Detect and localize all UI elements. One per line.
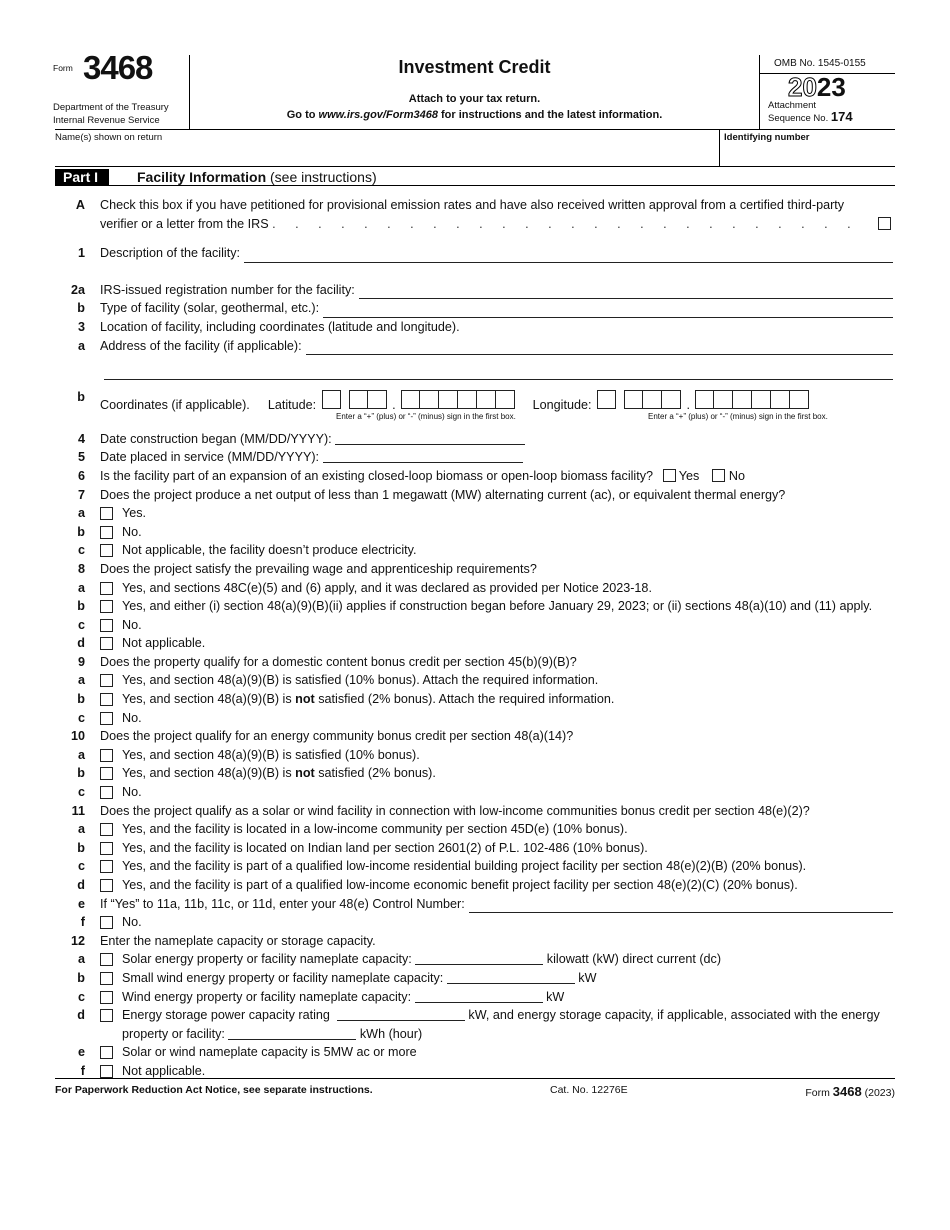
line-text: Is the facility part of an expansion of an existing closed-loop biomass or open-loop biomass facility?	[100, 468, 657, 483]
line-text: kW	[542, 989, 565, 1004]
checkbox[interactable]	[100, 953, 113, 966]
line-number: b	[77, 301, 85, 316]
form-line-9	[55, 653, 895, 672]
line-number: f	[80, 915, 85, 930]
line-number: b	[77, 970, 85, 985]
line-number: A	[75, 198, 85, 212]
form-line-8b	[55, 597, 895, 616]
identifying-number-label: Identifying number	[724, 132, 810, 143]
coordinates-label: Coordinates (if applicable).	[100, 397, 250, 412]
agency	[53, 101, 169, 127]
form-3468	[53, 49, 895, 1081]
line-text: Yes, and section 48(a)(9)(B) is	[122, 692, 296, 707]
longitude-hint: Enter a “+” (plus) or “-” (minus) sign in the first box.	[648, 411, 828, 421]
form-line-3a2	[55, 361, 895, 380]
form-line-11	[55, 802, 895, 821]
latitude-digit-box[interactable]	[496, 390, 515, 409]
line-text: No	[725, 468, 745, 483]
part-label: Part I	[55, 169, 109, 186]
line-number: 6	[77, 468, 85, 483]
longitude-digit-box[interactable]	[714, 390, 733, 409]
line-text: Not applicable.	[122, 1063, 206, 1078]
line-text-bold: not	[295, 766, 315, 781]
sequence-number: 174	[830, 109, 853, 124]
decimal-point: .	[392, 397, 396, 412]
latitude-digit-box[interactable]	[439, 390, 458, 409]
dot-leader: . . . . . . . . . . . . . . . . . . . . . . . . . .	[272, 216, 859, 231]
line-number: b	[77, 766, 85, 781]
line-text: Type of facility (solar, geothermal, etc.):	[100, 301, 320, 316]
longitude-digit-box[interactable]	[771, 390, 790, 409]
longitude-digit-box[interactable]	[624, 390, 643, 409]
checkbox[interactable]	[100, 786, 113, 799]
checkbox[interactable]	[100, 619, 113, 632]
line-number: 9	[77, 654, 85, 669]
form-line-12e	[55, 1043, 895, 1062]
checkbox[interactable]	[100, 1046, 113, 1059]
line-text: Yes	[675, 468, 707, 483]
form-line-11d	[55, 876, 895, 895]
latitude-digit-box[interactable]	[458, 390, 477, 409]
irs: Internal Revenue Service	[53, 115, 160, 126]
checkbox[interactable]	[100, 526, 113, 539]
line-number: a	[77, 952, 85, 967]
line-text: kilowatt (kW) direct current (dc)	[543, 952, 722, 967]
longitude-digit-box[interactable]	[752, 390, 771, 409]
line-text: Address of the facility (if applicable):	[100, 338, 302, 353]
checkbox[interactable]	[100, 879, 113, 892]
latitude-digit-box[interactable]	[477, 390, 496, 409]
longitude-digit-box[interactable]	[643, 390, 662, 409]
line-number: a	[77, 506, 85, 521]
line-number: 5	[77, 450, 85, 465]
sequence-label: Sequence No.	[768, 113, 829, 124]
form-line-5	[55, 448, 895, 467]
form-line-9a	[55, 671, 895, 690]
checkbox[interactable]	[663, 469, 676, 482]
line-number: d	[77, 1008, 85, 1023]
line-text: Does the property qualify for a domestic content bonus credit per section 45(b)(9)(B)?	[100, 654, 577, 669]
line-text: Enter the nameplate capacity or storage capacity.	[100, 933, 376, 948]
checkbox[interactable]	[100, 972, 113, 985]
line-text: Does the project qualify as a solar or wind facility in connection with low-income communities bonus credit per section 48(e)(2)?	[100, 803, 810, 818]
line-text: satisfied (2% bonus).	[314, 766, 436, 781]
line-number: c	[77, 710, 85, 725]
form-header	[53, 49, 895, 130]
line-text: Does the project qualify for an energy community bonus credit per section 48(a)(14)?	[100, 729, 574, 744]
entry-field[interactable]	[323, 450, 523, 463]
line-number: 12	[70, 933, 85, 948]
form-line-7b	[55, 523, 895, 542]
line-text: Not applicable, the facility doesn’t produce electricity.	[122, 543, 417, 558]
form-line-12c	[55, 988, 895, 1007]
line-number: 11	[71, 803, 85, 818]
entry-field[interactable]	[104, 367, 893, 380]
line-number: b	[77, 389, 85, 404]
longitude-group	[695, 390, 809, 409]
checkbox[interactable]	[100, 916, 113, 929]
tax-year	[788, 74, 895, 100]
name-row	[55, 130, 895, 167]
coordinates-row	[55, 390, 895, 430]
entry-field[interactable]	[323, 305, 893, 318]
longitude-digit-box[interactable]	[597, 390, 616, 409]
checkbox[interactable]	[100, 712, 113, 725]
form-line-12d	[55, 1006, 895, 1043]
line-text: No.	[122, 785, 142, 800]
line-number: c	[77, 617, 85, 632]
form-line-7c	[55, 541, 895, 560]
line-text: Yes, and the facility is part of a qualified low-income economic benefit project facility per section 48(e)(2)(C) (20% bonus).	[122, 878, 798, 892]
entry-field[interactable]	[228, 1027, 356, 1040]
latitude-digit-box[interactable]	[420, 390, 439, 409]
form-line-1	[55, 244, 895, 263]
form-line-11e	[55, 895, 895, 914]
line-number: 3	[77, 319, 85, 334]
entry-field[interactable]	[337, 1008, 465, 1021]
form-line-11f	[55, 913, 895, 932]
line-text: No.	[122, 915, 142, 930]
line-text: Does the project produce a net output of less than 1 megawatt (MW) alternating current (ac), or equivalent thermal energy?	[100, 487, 786, 502]
form-line-8c	[55, 616, 895, 635]
longitude-group	[624, 390, 681, 409]
footer-form-id	[770, 1084, 895, 1099]
line-number: 2a	[70, 282, 85, 297]
form-line-10b	[55, 764, 895, 783]
line-text: Yes, and sections 48C(e)(5) and (6) apply, and it was declared as provided per Notice 2023-18.	[122, 580, 652, 595]
entry-field[interactable]	[244, 250, 893, 263]
checkbox[interactable]	[100, 767, 113, 780]
part-title-wrap	[137, 169, 377, 185]
line-text: Check this box if you have petitioned for provisional emission rates and have also received written approval from a certified third-party verifier or a letter from the IRS	[100, 198, 848, 231]
line-text-bold: not	[295, 692, 315, 707]
form-line-2b	[55, 299, 895, 318]
line-number: a	[77, 580, 85, 595]
line-text: kWh (hour)	[356, 1026, 423, 1041]
line-number: 10	[70, 729, 85, 744]
line-text: Energy storage power capacity rating	[122, 1008, 337, 1023]
form-line-8a	[55, 579, 895, 598]
form-line-3a	[55, 337, 895, 356]
line-number: 8	[77, 561, 85, 576]
goto-post: for instructions and the latest information.	[437, 109, 663, 121]
form-line-10a	[55, 746, 895, 765]
latitude-group	[401, 390, 515, 409]
checkbox[interactable]	[100, 693, 113, 706]
form-footer	[55, 1078, 895, 1099]
line-text: Yes, and section 48(a)(9)(B) is satisfied (10% bonus). Attach the required information.	[122, 673, 599, 688]
line-text: kW	[574, 970, 597, 985]
form-word: Form	[53, 63, 73, 73]
form-line-8	[55, 560, 895, 579]
checkbox[interactable]	[100, 507, 113, 520]
line-text: Solar energy property or facility nameplate capacity:	[122, 952, 416, 967]
footer-year: (2023)	[861, 1087, 895, 1099]
form-line-4	[55, 430, 895, 449]
form-line-9b	[55, 690, 895, 709]
line-text: Date placed in service (MM/DD/YYYY):	[100, 450, 323, 465]
form-number: 3468	[83, 49, 153, 86]
longitude-group	[597, 390, 616, 409]
line-text: If “Yes” to 11a, 11b, 11c, or 11d, enter your 48(e) Control Number:	[100, 896, 465, 911]
form-line-11a	[55, 820, 895, 839]
form-line-6	[55, 467, 895, 486]
line-number: a	[77, 822, 85, 837]
line-text: Yes, and the facility is part of a qualified low-income residential building project facility per section 48(e)(2)(B) (20% bonus).	[122, 859, 807, 874]
checkbox[interactable]	[100, 674, 113, 687]
line-number: f	[80, 1063, 85, 1078]
form-line-9c	[55, 709, 895, 728]
line-text: Date construction began (MM/DD/YYYY):	[100, 431, 336, 446]
form-line-8d	[55, 634, 895, 653]
part-note: (see instructions)	[266, 169, 377, 185]
line-text: satisfied (2% bonus). Attach the required information.	[314, 692, 615, 707]
form-line-11c	[55, 857, 895, 876]
checkbox[interactable]	[100, 749, 113, 762]
form-line-7	[55, 486, 895, 505]
line-text: IRS-issued registration number for the facility:	[100, 282, 355, 297]
line-number: e	[77, 1045, 85, 1060]
line-text: Small wind energy property or facility nameplate capacity:	[122, 970, 447, 985]
entry-field[interactable]	[359, 286, 893, 299]
checkbox[interactable]	[100, 991, 113, 1004]
entry-field[interactable]	[469, 900, 893, 913]
line-text: Yes, and either (i) section 48(a)(9)(B)(ii) applies if construction began before January 29, 2023; or (ii) sections 48(a)(10) and (11) apply.	[122, 599, 873, 614]
checkbox[interactable]	[100, 637, 113, 650]
line-text: kW, and energy storage capacity, if applicable, associated with the energy property or facility:	[122, 1008, 884, 1041]
irs-link[interactable]: www.irs.gov/Form3468	[318, 109, 438, 121]
name-field[interactable]	[55, 130, 720, 166]
checkbox[interactable]	[100, 860, 113, 873]
line-number: b	[77, 692, 85, 707]
entry-field[interactable]	[415, 990, 543, 1003]
form-line-a	[55, 196, 895, 233]
line-number: a	[77, 673, 85, 688]
form-line-12a	[55, 950, 895, 969]
checkbox[interactable]	[100, 600, 113, 613]
line-number: b	[77, 599, 85, 614]
form-line-11b	[55, 839, 895, 858]
form-line-12	[55, 932, 895, 951]
checkbox[interactable]	[100, 842, 113, 855]
checkbox[interactable]	[100, 823, 113, 836]
form-id-block	[53, 49, 190, 129]
part-header	[55, 169, 895, 186]
form-line-3	[55, 318, 895, 337]
longitude-digit-box[interactable]	[790, 390, 809, 409]
longitude-label: Longitude:	[532, 397, 592, 412]
latitude-group	[322, 390, 341, 409]
footer-form-word: Form	[805, 1087, 833, 1099]
form-lines	[55, 196, 895, 1081]
part-title: Facility Information	[137, 169, 267, 185]
entry-field[interactable]	[415, 952, 543, 965]
line-number: d	[77, 878, 85, 892]
form-line-7a	[55, 504, 895, 523]
entry-field[interactable]	[335, 432, 525, 445]
checkbox[interactable]	[100, 1065, 113, 1078]
year-outline: 20	[788, 72, 817, 102]
latitude-group	[349, 390, 387, 409]
line-text: Wind energy property or facility nameplate capacity:	[122, 989, 415, 1004]
line-number: 4	[77, 431, 85, 446]
goto-pre: Go to	[286, 109, 319, 121]
footer-form-number: 3468	[832, 1084, 862, 1099]
entry-field[interactable]	[306, 342, 893, 355]
line-text: Not applicable.	[122, 636, 206, 651]
year-bold: 23	[816, 72, 846, 102]
longitude-digit-box[interactable]	[662, 390, 681, 409]
form-title: Investment Credit	[398, 57, 551, 77]
line-text: Location of facility, including coordinates (latitude and longitude).	[100, 319, 460, 334]
line-number: c	[77, 989, 85, 1004]
form-line-12b	[55, 969, 895, 988]
title-block	[190, 55, 760, 129]
line-number: c	[77, 543, 85, 558]
line-number: b	[77, 524, 85, 539]
line-number: 1	[77, 246, 85, 261]
form-line-2a	[55, 281, 895, 300]
line-number: c	[77, 785, 85, 800]
checkbox[interactable]	[100, 582, 113, 595]
line-text: Solar or wind nameplate capacity is 5MW ac or more	[122, 1045, 417, 1060]
line-text: Yes, and section 48(a)(9)(B) is satisfied (10% bonus).	[122, 747, 420, 762]
latitude-label: Latitude:	[267, 397, 317, 412]
latitude-digit-box[interactable]	[368, 390, 387, 409]
checkbox[interactable]	[100, 1009, 113, 1022]
line-text: Yes, and section 48(a)(9)(B) is	[122, 766, 296, 781]
latitude-digit-box[interactable]	[322, 390, 341, 409]
attach-note: Attach to your tax return.	[408, 93, 541, 105]
line-number: b	[77, 840, 85, 855]
decimal-point: .	[686, 397, 690, 412]
name-label: Name(s) shown on return	[55, 132, 163, 143]
form-line-10c	[55, 783, 895, 802]
line-text: No.	[122, 524, 142, 539]
line-text: No.	[122, 617, 142, 632]
line-number: c	[77, 859, 85, 874]
omb-block	[760, 55, 895, 129]
attachment-sequence	[768, 100, 895, 124]
form-line-10	[55, 727, 895, 746]
entry-field[interactable]	[447, 971, 575, 984]
latitude-hint: Enter a “+” (plus) or “-” (minus) sign in the first box.	[336, 411, 516, 421]
longitude-digit-box[interactable]	[695, 390, 714, 409]
latitude-digit-box[interactable]	[349, 390, 368, 409]
line-text: Description of the facility:	[100, 246, 240, 261]
line-text: Yes.	[122, 506, 147, 521]
department: Department of the Treasury	[53, 102, 169, 113]
omb-number: OMB No. 1545-0155	[760, 55, 895, 74]
instructions-note	[190, 109, 759, 121]
line-number: a	[77, 338, 85, 353]
line-number: e	[77, 896, 85, 911]
line-number: a	[77, 747, 85, 762]
paperwork-notice: For Paperwork Reduction Act Notice, see separate instructions.	[55, 1084, 373, 1096]
attachment-label: Attachment	[768, 100, 817, 111]
line-number: 7	[77, 487, 85, 502]
checkbox[interactable]	[712, 469, 725, 482]
line-text: No.	[122, 710, 142, 725]
checkbox[interactable]	[878, 217, 891, 230]
line-number: d	[77, 636, 85, 651]
catalog-number: Cat. No. 12276E	[550, 1084, 628, 1096]
identifying-number-field[interactable]	[720, 130, 895, 166]
line-text: Yes, and the facility is located on Indian land per section 2601(2) of P.L. 102-486 (10% bonus).	[122, 840, 648, 855]
latitude-digit-box[interactable]	[401, 390, 420, 409]
longitude-digit-box[interactable]	[733, 390, 752, 409]
line-text: Does the project satisfy the prevailing wage and apprenticeship requirements?	[100, 561, 537, 576]
checkbox[interactable]	[100, 544, 113, 557]
line-text: Yes, and the facility is located in a low-income community per section 45D(e) (10% bonus).	[122, 822, 628, 837]
